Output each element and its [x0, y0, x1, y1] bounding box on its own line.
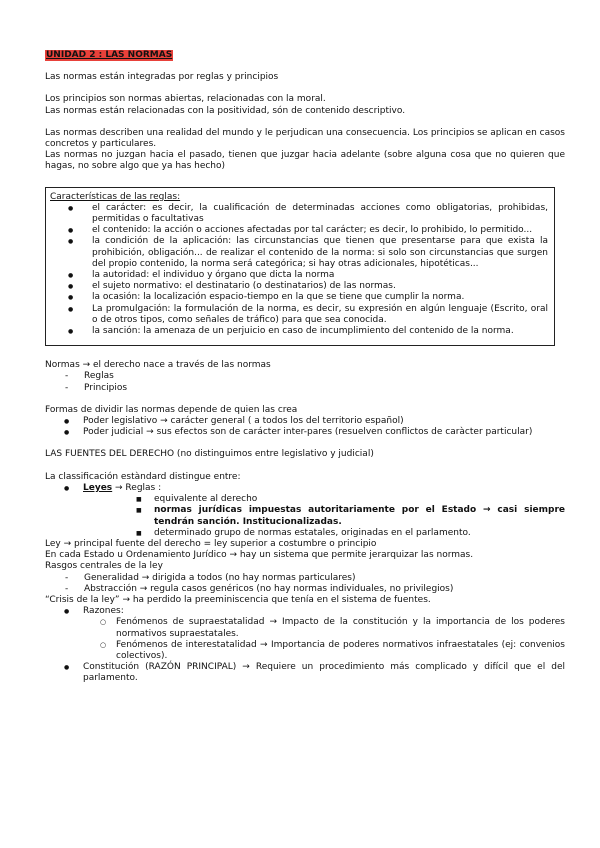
- intro-line: Las normas no juzgan hacia el pasado, tienen que juzgar hacia adelante (sobre alguna cosa que no quieren que hagas, no sobre algo que ya has hecho): [45, 150, 565, 172]
- list-item: ● La promulgación: la formulación de la norma, es decir, su expresión en algún lenguaje (Escrito, oral o de otros tipos, como señales de tráfico) para que sea conocida.: [50, 304, 548, 326]
- list-item: ● el sujeto normativo: el destinatario (o destinatarios) de las normas.: [50, 281, 548, 292]
- list-item: ■ equivalente al derecho: [45, 494, 565, 505]
- list-item: ○ Fenómenos de supraestatalidad → Impacto de la constitución y la importancia de los poderes normativos supraestatales.: [45, 617, 565, 639]
- list-item: - Principios: [45, 383, 565, 394]
- list-item: ● Poder judicial → sus efectos son de carácter inter-pares (resuelven conflictos de caràcter particular): [45, 427, 565, 438]
- clasif-line: La classificación estàndard distingue entre:: [45, 471, 241, 482]
- list-item: ● la autoridad: el individuo y órgano que dicta la norma: [50, 270, 548, 281]
- constitucion-item: ● Constitución (RAZÓN PRINCIPAL) → Requiere un procedimiento más complicado y difícil que el del parlamento.: [45, 662, 565, 684]
- leyes-label: Leyes: [83, 482, 113, 493]
- leyes-suffix: → Reglas :: [112, 482, 162, 493]
- razones-label: ● Razones:: [45, 606, 565, 617]
- list-item: - Abstracción → regula casos genéricos (no hay normas individuales, no privilegios): [45, 584, 565, 595]
- intro-line: Las normas están relacionadas con la positividad, són de contenido descriptivo.: [45, 105, 406, 116]
- intro-line: Las normas están integradas por reglas y principios: [45, 72, 279, 83]
- list-item: ● el carácter: es decir, la cualificación de determinadas acciones como obligatorias, prohibidas, permitidas o facultativas: [50, 203, 548, 225]
- crisis-line: “Crisis de la ley” → ha perdido la preeminiscencia que tenía en el sistema de fuentes.: [45, 594, 431, 605]
- list-item: ● la condición de la aplicación: las circunstancias que tienen que presentarse para que exista la prohibición, obligación... de realizar el contenido de la norma: si solo son circunstancias que surgen del propio contenido, la norma será categórica; si hay otras adicionales, hipotéticas...: [50, 236, 548, 270]
- document-title: UNIDAD 2 : LAS NORMAS: [46, 50, 173, 60]
- list-item: ■ determinado grupo de normas estatales, originadas en el parlamento.: [45, 528, 565, 539]
- list-item: - Generalidad → dirigida a todos (no hay normas particulares): [45, 573, 565, 584]
- normas-line: Normas → el derecho nace a través de las normas: [45, 360, 271, 371]
- reglas-list: [50, 203, 548, 337]
- list-item: ● Poder legislativo → carácter general ( a todos los del territorio español): [45, 416, 565, 427]
- box-heading: Características de las reglas:: [50, 191, 181, 202]
- list-item: ● la ocasión: la localización espacio-tiempo en la que se tiene que cumplir la norma.: [50, 292, 548, 303]
- list-item: - Reglas: [45, 371, 565, 382]
- fuentes-heading: LAS FUENTES DEL DERECHO (no distinguimos entre legislativo y judicial): [45, 449, 374, 460]
- reglas-box: [45, 187, 555, 347]
- list-item: ○ Fenómenos de interestatalidad → Importancia de poderes normativos infraestatales (ej: convenios colectivos).: [45, 640, 565, 662]
- ley-line: Ley → principal fuente del derecho = ley superior a costumbre o principio: [45, 538, 377, 549]
- leyes-item: [45, 483, 565, 494]
- list-item: ● la sanción: la amenaza de un perjuicio en caso de incumplimiento del contenido de la norma.: [50, 326, 548, 337]
- list-item: ● el contenido: la acción o acciones afectadas por tal carácter; es decir, lo prohibido, lo permitido...: [50, 225, 548, 236]
- intro-line: Las normas describen una realidad del mundo y le perjudican una consecuencia. Los principios se aplican en casos concretos y particulares.: [45, 127, 565, 150]
- formas-line: Formas de dividir las normas depende de quien las crea: [45, 404, 298, 415]
- ley-line: En cada Estado u Ordenamiento Jurídico → hay un sistema que permite jerarquizar las normas.: [45, 550, 474, 561]
- intro-line: Los principios son normas abiertas, relacionadas con la moral.: [45, 94, 326, 105]
- list-item: ■ normas jurídicas impuestas autoritariamente por el Estado → casi siempre tendrán sanción. Institucionalizadas.: [45, 505, 565, 527]
- document-page: [45, 50, 565, 685]
- ley-line: Rasgos centrales de la ley: [45, 561, 163, 572]
